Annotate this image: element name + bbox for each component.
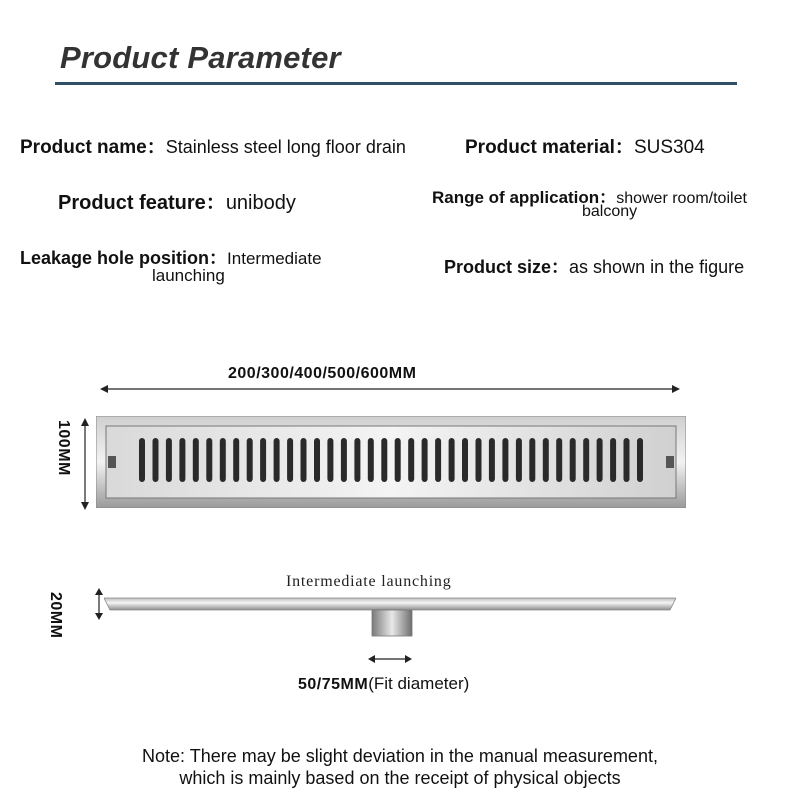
- drain-slot: [193, 438, 199, 482]
- drain-slot: [489, 438, 495, 482]
- footer-note: [0, 745, 800, 789]
- drain-slot: [583, 438, 589, 482]
- length-arrow: [100, 382, 680, 396]
- drain-slot: [449, 438, 455, 482]
- width-dimension-label: 100MM: [55, 420, 72, 476]
- leakage-value-line2: launching: [152, 266, 225, 285]
- application-value-line1: shower room/toilet: [616, 190, 747, 207]
- drain-slot: [341, 438, 347, 482]
- application-value-line2: balcony: [582, 203, 638, 220]
- drain-slot: [247, 438, 253, 482]
- leakage-label: Leakage hole position：: [20, 248, 228, 268]
- drain-slot: [502, 438, 508, 482]
- drain-slot: [435, 438, 441, 482]
- outlet-size-label: 50/75MM: [298, 676, 369, 693]
- drain-slot: [260, 438, 266, 482]
- drain-slot: [597, 438, 603, 482]
- drain-slot: [220, 438, 226, 482]
- drain-slot: [179, 438, 185, 482]
- outlet-note: (Fit diameter): [368, 674, 470, 693]
- product-material-label: Product material：: [465, 137, 634, 158]
- product-name-value: Stainless steel long floor drain: [165, 137, 406, 157]
- drain-slot: [166, 438, 172, 482]
- product-size-label: Product size：: [444, 257, 570, 277]
- drain-slot: [516, 438, 522, 482]
- title-divider: [55, 82, 737, 85]
- footer-note-line1: Note: There may be slight deviation in the manual measurement,: [142, 746, 658, 766]
- product-size-value: as shown in the figure: [569, 257, 745, 277]
- leakage-value-line1: Intermediate: [227, 249, 322, 268]
- page-title: Product Parameter: [60, 40, 341, 75]
- drain-slot: [287, 438, 293, 482]
- param-product-feature: [58, 186, 296, 215]
- product-feature-label: Product feature：: [58, 192, 226, 214]
- drain-slot: [610, 438, 616, 482]
- param-product-name: [20, 132, 406, 159]
- outlet-dimension: [298, 674, 469, 694]
- drain-slot: [422, 438, 428, 482]
- drain-top-view: [96, 416, 686, 508]
- drain-slot: [206, 438, 212, 482]
- drain-slot: [556, 438, 562, 482]
- drain-slot: [274, 438, 280, 482]
- drain-slot: [637, 438, 643, 482]
- drain-slot: [529, 438, 535, 482]
- drain-side-view: [104, 594, 676, 654]
- drain-slot: [153, 438, 159, 482]
- drain-slot: [314, 438, 320, 482]
- product-name-label: Product name：: [20, 137, 166, 158]
- height-dimension-label: 20MM: [47, 592, 64, 639]
- drain-slot: [624, 438, 630, 482]
- drain-slot: [462, 438, 468, 482]
- param-product-material: [465, 132, 705, 159]
- side-view-caption: Intermediate launching: [286, 573, 452, 590]
- param-product-size: [444, 253, 744, 279]
- drain-slot: [139, 438, 145, 482]
- outlet-arrow: [368, 653, 412, 665]
- drain-slot: [368, 438, 374, 482]
- drain-slot: [476, 438, 482, 482]
- drain-slot: [301, 438, 307, 482]
- drain-slot: [395, 438, 401, 482]
- width-arrow: [78, 418, 92, 510]
- product-feature-value: unibody: [225, 192, 296, 214]
- drain-slot: [543, 438, 549, 482]
- drain-slot: [570, 438, 576, 482]
- drain-slot: [233, 438, 239, 482]
- drain-slot: [354, 438, 360, 482]
- drain-slot: [381, 438, 387, 482]
- drain-slot: [408, 438, 414, 482]
- footer-note-line2: which is mainly based on the receipt of physical objects: [179, 768, 621, 788]
- application-label: Range of application：: [432, 188, 617, 207]
- length-dimension-label: 200/300/400/500/600MM: [228, 365, 417, 382]
- product-material-value: SUS304: [633, 137, 705, 158]
- drain-slot: [327, 438, 333, 482]
